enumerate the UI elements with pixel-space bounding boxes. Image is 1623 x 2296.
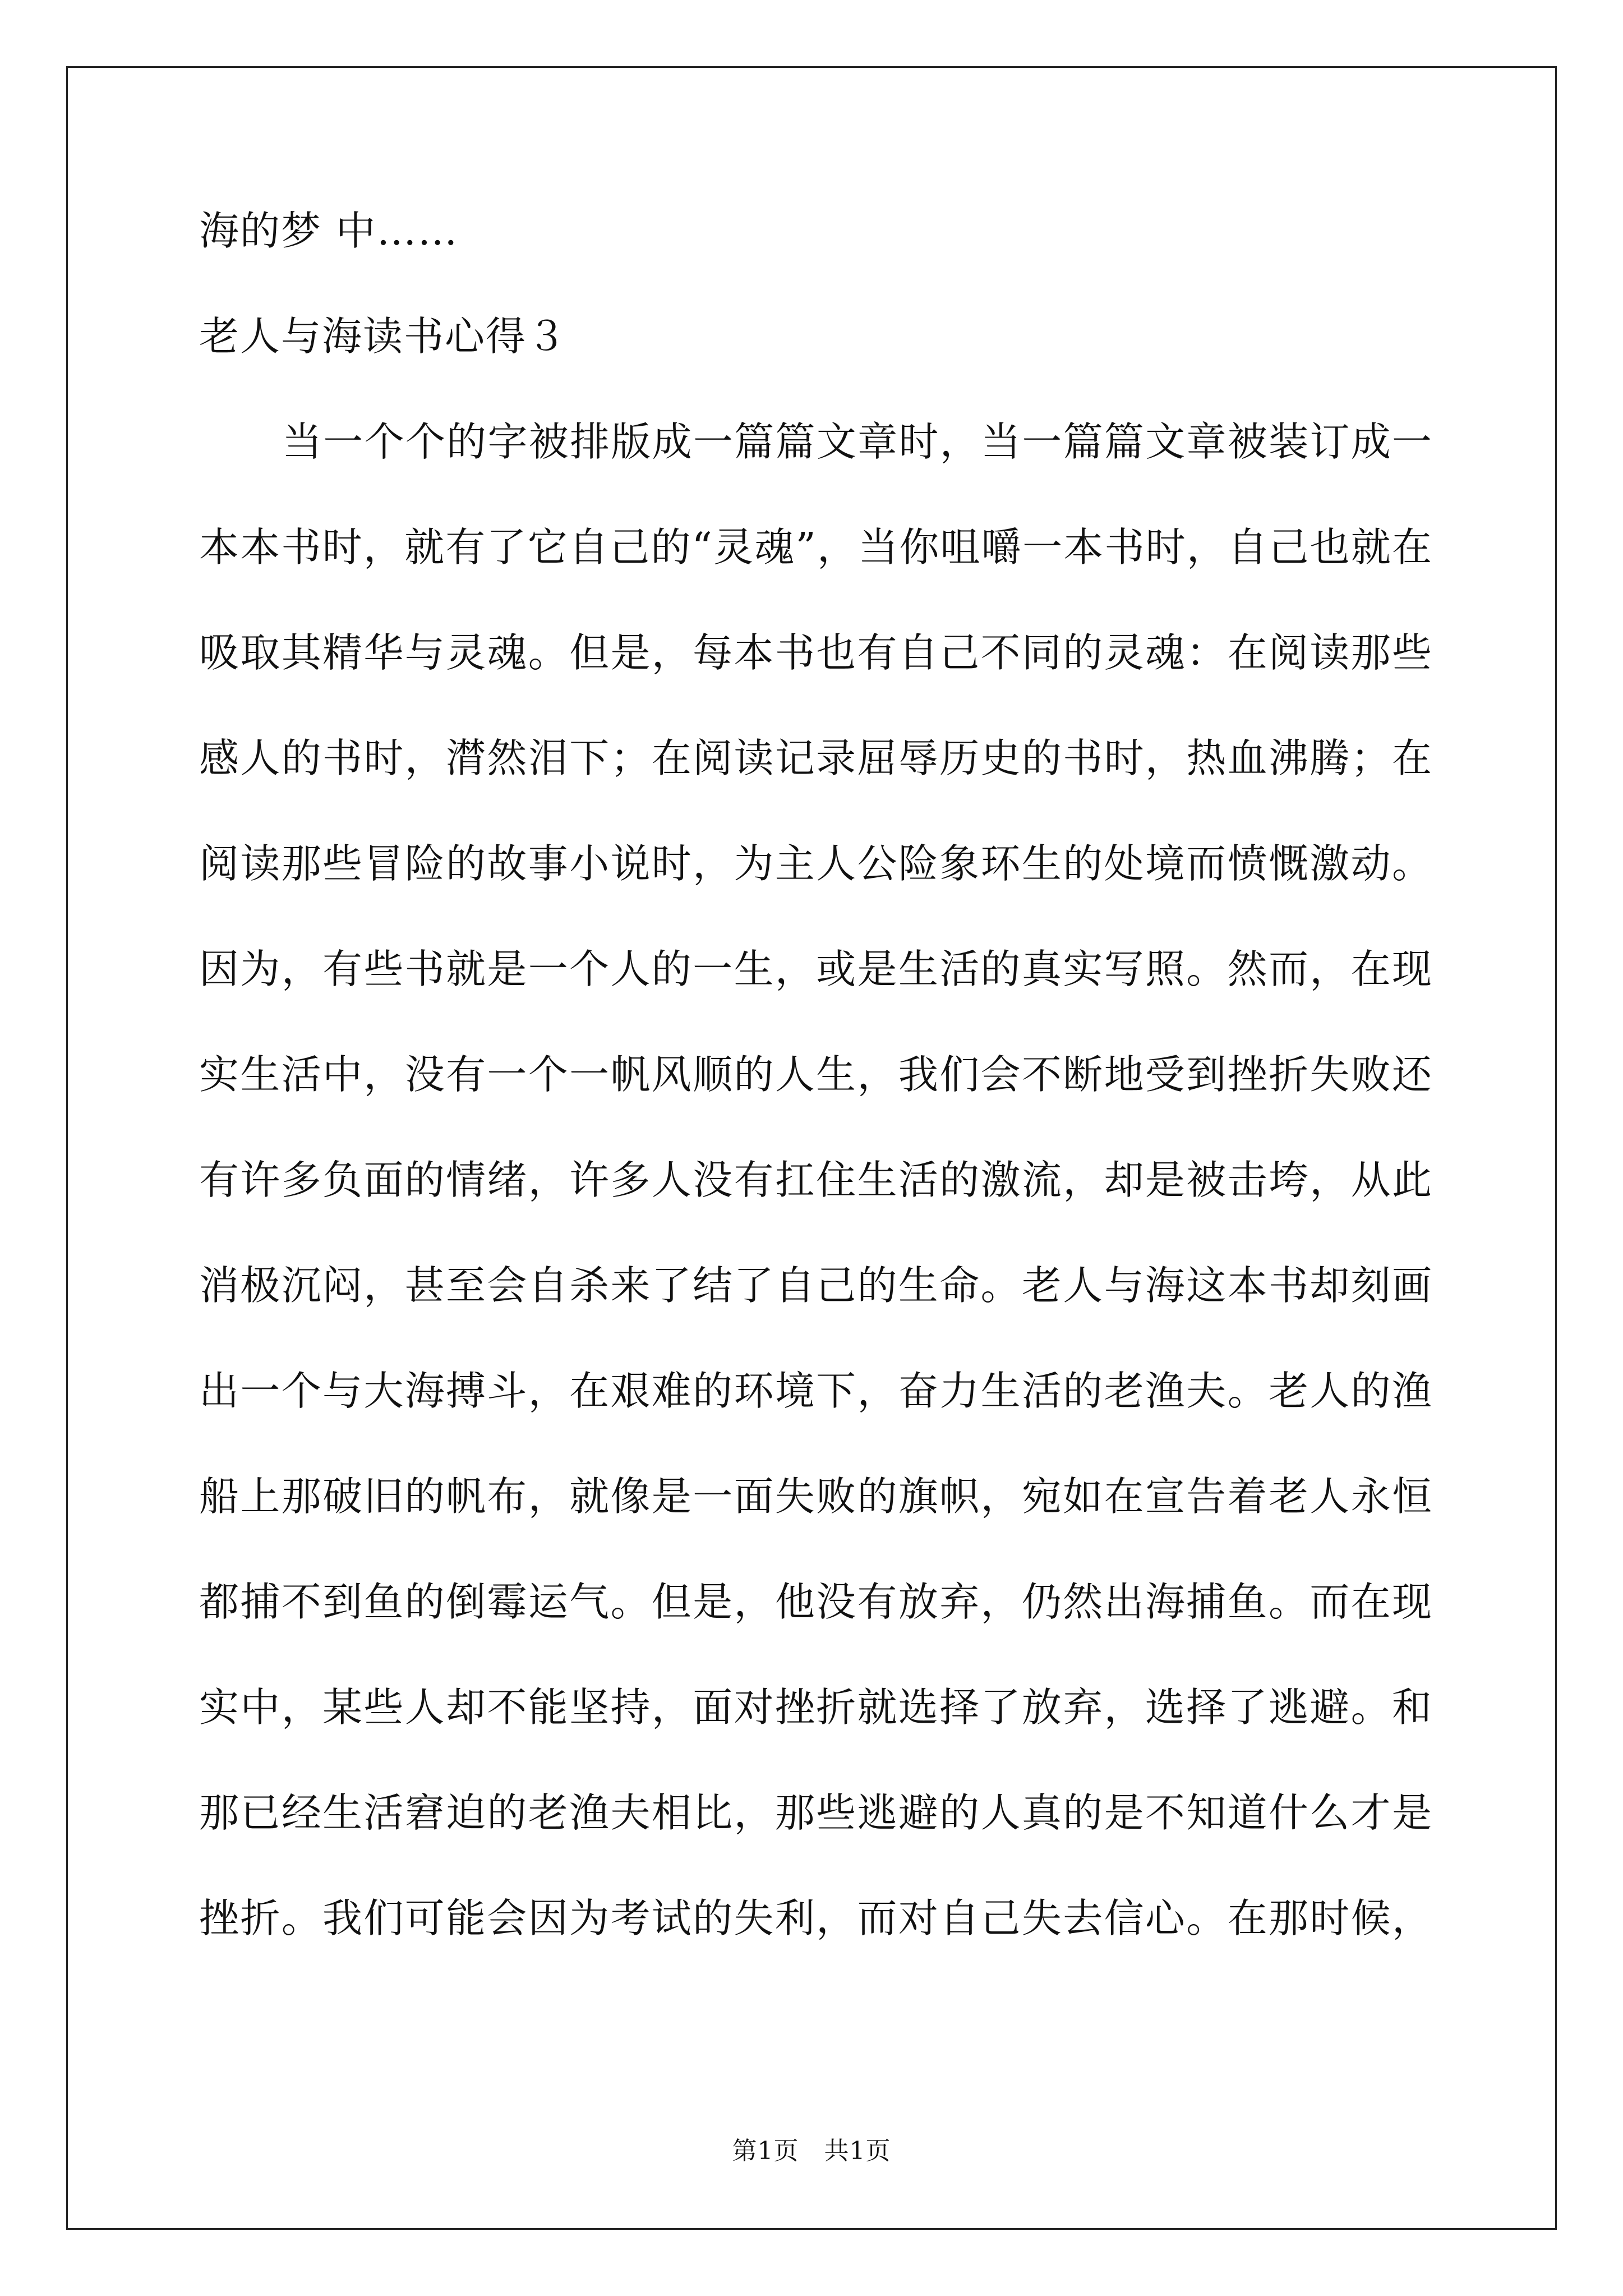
text-line: 阅读那些冒险的故事小说时，为主人公险象环生的处境而愤慨激动。 xyxy=(199,840,1433,887)
text-line: 吸取其精华与灵魂。但是，每本书也有自己不同的灵魂：在阅读那些 xyxy=(199,629,1433,676)
text-line: 本本书时，就有了它自己的“灵魂”，当你咀嚼一本书时，自己也就在 xyxy=(199,524,1433,570)
text-line: 有许多负面的情绪，许多人没有扛住生活的激流，却是被击垮，从此 xyxy=(199,1157,1433,1203)
text-line: 船上那破旧的帆布，就像是一面失败的旗帜，宛如在宣告着老人永恒 xyxy=(199,1473,1433,1520)
section-heading: 老人与海读书心得３ xyxy=(199,313,568,360)
text-line: 因为，有些书就是一个人的一生，或是生活的真实写照。然而，在现 xyxy=(199,946,1433,992)
text-line: 感人的书时，潸然泪下；在阅读记录屈辱历史的书时，热血沸腾；在 xyxy=(199,735,1433,781)
text-line: 都捕不到鱼的倒霉运气。但是，他没有放弃，仍然出海捕鱼。而在现 xyxy=(199,1579,1433,1625)
text-line: 出一个与大海搏斗，在艰难的环境下，奋力生活的老渔夫。老人的渔 xyxy=(199,1368,1433,1414)
text-line: 海的梦 中…… xyxy=(199,208,459,254)
document-body xyxy=(199,205,1433,1998)
text-line: 挫折。我们可能会因为考试的失利，而对自己失去信心。在那时候， xyxy=(199,1895,1433,1941)
text-line: 实生活中，没有一个一帆风顺的人生，我们会不断地受到挫折失败还 xyxy=(199,1051,1433,1098)
page-footer: 第1页 共1页 xyxy=(732,2137,891,2165)
text-line: 那已经生活窘迫的老渔夫相比，那些逃避的人真的是不知道什么才是 xyxy=(199,1789,1433,1836)
text-line: 消极沉闷，甚至会自杀来了结了自己的生命。老人与海这本书却刻画 xyxy=(199,1262,1433,1309)
text-line: 实中，某些人却不能坚持，面对挫折就选择了放弃，选择了逃避。和 xyxy=(199,1684,1433,1731)
paragraph-first-line: 当一个个的字被排版成一篇篇文章时，当一篇篇文章被装订成一 xyxy=(282,418,1433,465)
